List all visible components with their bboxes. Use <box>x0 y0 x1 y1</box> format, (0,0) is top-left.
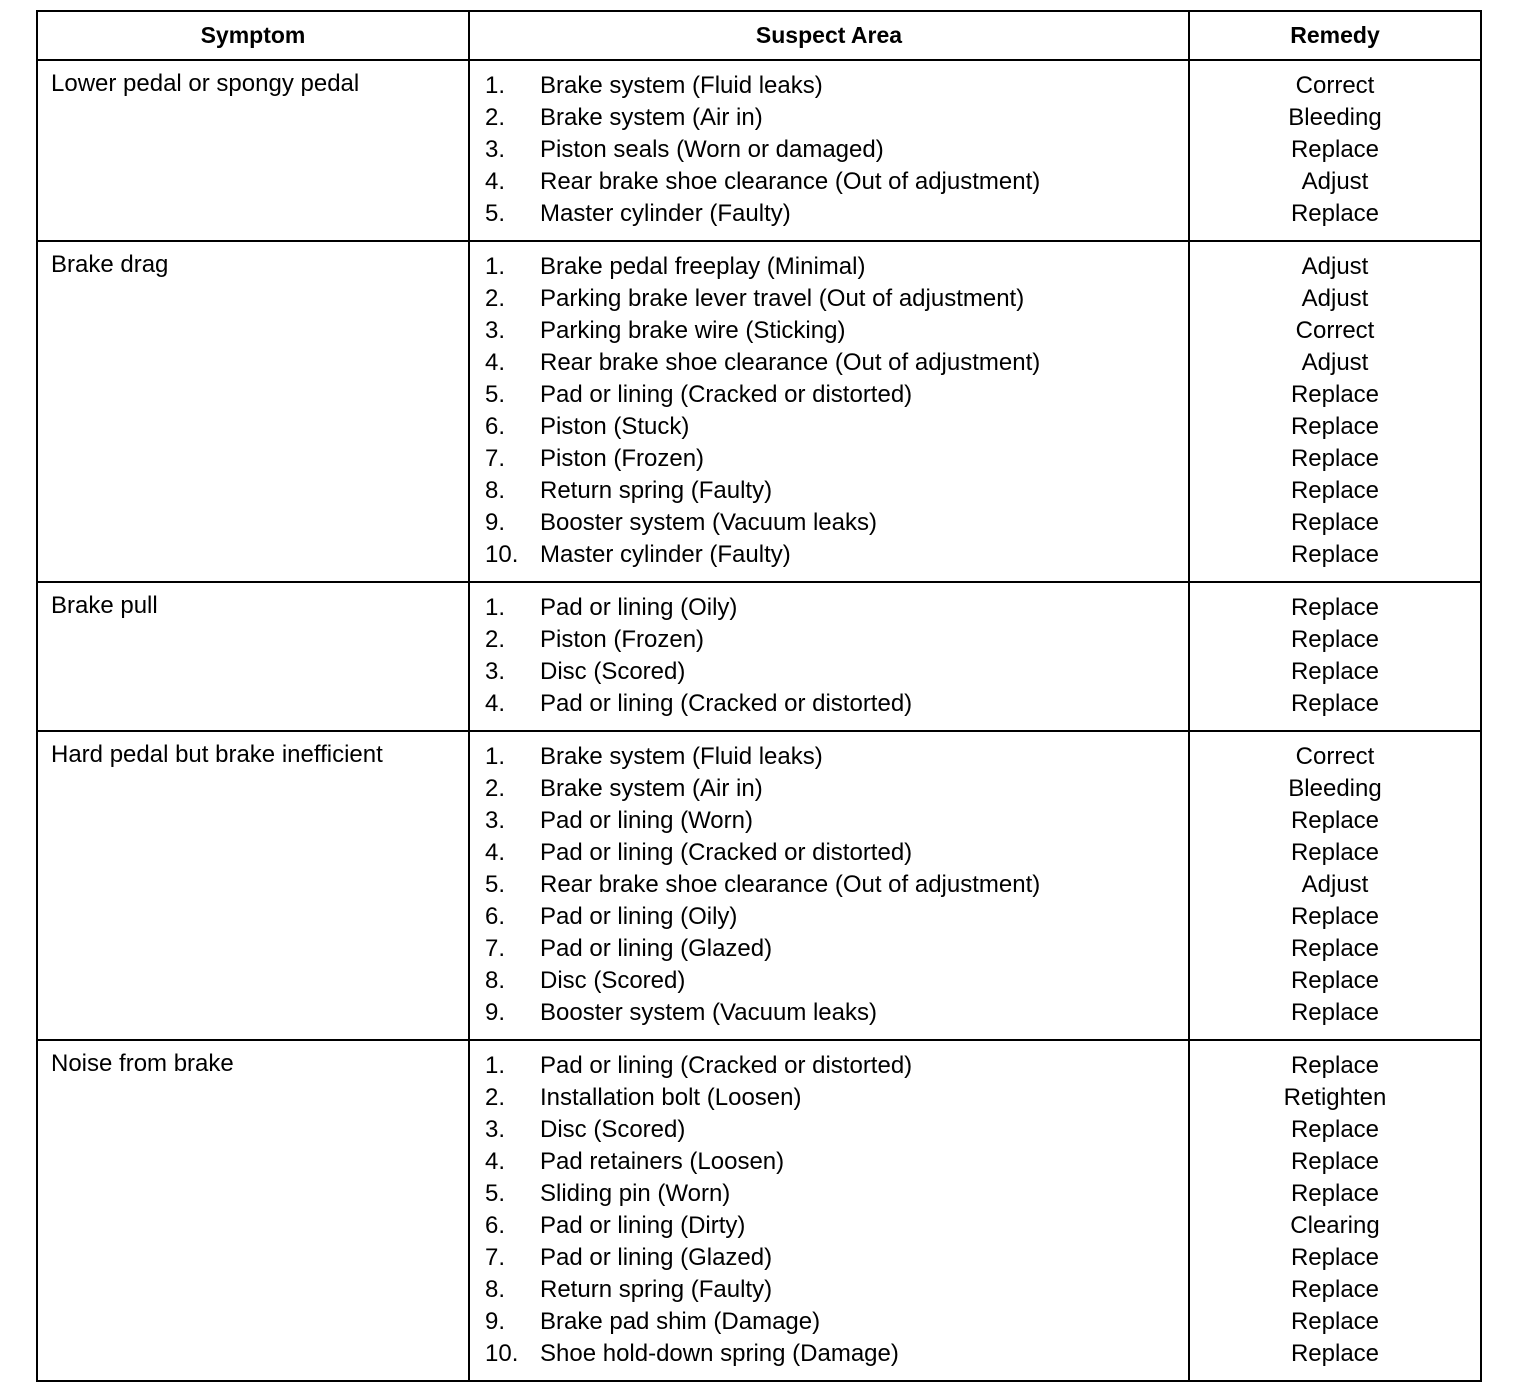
remedy-item: Replace <box>1290 903 1380 930</box>
remedy-cell <box>1189 731 1481 1040</box>
item-number: 2. <box>485 285 506 312</box>
item-number: 6. <box>485 903 506 930</box>
suspect-area-item <box>470 315 1188 347</box>
item-number: 8. <box>485 967 506 994</box>
item-number: 4. <box>485 168 506 195</box>
suspect-area-item <box>470 592 1188 624</box>
item-text: Rear brake shoe clearance (Out of adjustment) <box>540 349 1041 376</box>
remedy-item: Replace <box>1290 1308 1380 1335</box>
symptom-cell: Noise from brake <box>37 1040 469 1381</box>
remedy-item: Retighten <box>1283 1084 1387 1111</box>
item-text: Master cylinder (Faulty) <box>540 200 791 227</box>
item-number: 9. <box>485 1308 506 1335</box>
remedy-item: Replace <box>1290 200 1380 227</box>
item-text: Brake system (Air in) <box>540 775 763 802</box>
suspect-area-item <box>470 347 1188 379</box>
suspect-area-item <box>470 102 1188 134</box>
suspect-area-cell <box>469 1040 1189 1381</box>
item-text: Shoe hold-down spring (Damage) <box>540 1340 899 1367</box>
item-text: Disc (Scored) <box>540 658 686 685</box>
item-text: Installation bolt (Loosen) <box>540 1084 802 1111</box>
item-text: Brake pedal freeplay (Minimal) <box>540 253 866 280</box>
suspect-area-item <box>470 933 1188 965</box>
suspect-area-item <box>470 507 1188 539</box>
item-text: Brake system (Fluid leaks) <box>540 72 823 99</box>
item-number: 1. <box>485 1052 506 1079</box>
suspect-area-item <box>470 1274 1188 1306</box>
item-number: 7. <box>485 935 506 962</box>
suspect-area-item <box>470 965 1188 997</box>
item-text: Pad or lining (Oily) <box>540 903 738 930</box>
item-number: 5. <box>485 871 506 898</box>
remedy-item: Replace <box>1290 445 1380 472</box>
remedy-item: Replace <box>1290 1340 1380 1367</box>
item-text: Pad or lining (Glazed) <box>540 1244 773 1271</box>
remedy-item: Correct <box>1295 72 1375 99</box>
item-number: 1. <box>485 594 506 621</box>
item-number: 9. <box>485 999 506 1026</box>
item-text: Pad retainers (Loosen) <box>540 1148 785 1175</box>
item-text: Pad or lining (Worn) <box>540 807 753 834</box>
suspect-area-item <box>470 624 1188 656</box>
suspect-area-item <box>470 1338 1188 1370</box>
table-row <box>37 60 1481 241</box>
remedy-item: Correct <box>1295 317 1375 344</box>
item-number: 8. <box>485 1276 506 1303</box>
remedy-item: Replace <box>1290 807 1380 834</box>
item-text: Piston (Frozen) <box>540 445 705 472</box>
suspect-area-item <box>470 475 1188 507</box>
remedy-item: Replace <box>1290 541 1380 568</box>
remedy-cell <box>1189 241 1481 582</box>
item-text: Pad or lining (Glazed) <box>540 935 773 962</box>
item-number: 3. <box>485 807 506 834</box>
suspect-area-item <box>470 997 1188 1029</box>
item-text: Rear brake shoe clearance (Out of adjustment) <box>540 871 1041 898</box>
suspect-area-item <box>470 837 1188 869</box>
remedy-item: Replace <box>1290 477 1380 504</box>
suspect-area-cell <box>469 731 1189 1040</box>
item-text: Pad or lining (Cracked or distorted) <box>540 690 913 717</box>
item-number: 10. <box>485 541 519 568</box>
header-suspect-area: Suspect Area <box>469 11 1189 60</box>
remedy-cell <box>1189 60 1481 241</box>
table-row <box>37 582 1481 731</box>
suspect-area-item <box>470 1210 1188 1242</box>
remedy-item: Replace <box>1290 690 1380 717</box>
remedy-item: Replace <box>1290 839 1380 866</box>
remedy-item: Adjust <box>1301 253 1369 280</box>
item-text: Disc (Scored) <box>540 967 686 994</box>
suspect-area-item <box>470 283 1188 315</box>
remedy-item: Replace <box>1290 1244 1380 1271</box>
remedy-item: Replace <box>1290 1148 1380 1175</box>
item-number: 2. <box>485 104 506 131</box>
remedy-item: Adjust <box>1301 285 1369 312</box>
symptom-cell: Lower pedal or spongy pedal <box>37 60 469 241</box>
table-body <box>37 60 1481 1381</box>
item-number: 6. <box>485 413 506 440</box>
remedy-item: Replace <box>1290 658 1380 685</box>
suspect-area-item <box>470 411 1188 443</box>
table-row <box>37 241 1481 582</box>
symptom-cell: Hard pedal but brake inefficient <box>37 731 469 1040</box>
suspect-area-item <box>470 70 1188 102</box>
item-text: Rear brake shoe clearance (Out of adjustment) <box>540 168 1041 195</box>
suspect-area-cell <box>469 60 1189 241</box>
item-text: Booster system (Vacuum leaks) <box>540 999 877 1026</box>
remedy-item: Bleeding <box>1288 104 1382 131</box>
suspect-area-item <box>470 251 1188 283</box>
suspect-area-item <box>470 656 1188 688</box>
item-text: Piston (Stuck) <box>540 413 690 440</box>
item-number: 5. <box>485 381 506 408</box>
table-row <box>37 731 1481 1040</box>
item-number: 1. <box>485 72 506 99</box>
remedy-item: Replace <box>1290 1180 1380 1207</box>
item-text: Pad or lining (Cracked or distorted) <box>540 381 913 408</box>
suspect-area-item <box>470 1306 1188 1338</box>
suspect-area-cell <box>469 582 1189 731</box>
suspect-area-item <box>470 1178 1188 1210</box>
item-text: Booster system (Vacuum leaks) <box>540 509 877 536</box>
suspect-area-item <box>470 134 1188 166</box>
item-number: 2. <box>485 1084 506 1111</box>
item-text: Brake pad shim (Damage) <box>540 1308 821 1335</box>
remedy-item: Replace <box>1290 967 1380 994</box>
item-text: Parking brake wire (Sticking) <box>540 317 846 344</box>
table-row <box>37 1040 1481 1381</box>
suspect-area-item <box>470 443 1188 475</box>
suspect-area-item <box>470 869 1188 901</box>
remedy-item: Replace <box>1290 381 1380 408</box>
item-text: Piston (Frozen) <box>540 626 705 653</box>
item-text: Return spring (Faulty) <box>540 1276 773 1303</box>
item-text: Pad or lining (Oily) <box>540 594 738 621</box>
item-number: 3. <box>485 317 506 344</box>
item-text: Pad or lining (Cracked or distorted) <box>540 1052 913 1079</box>
remedy-item: Replace <box>1290 136 1380 163</box>
item-number: 9. <box>485 509 506 536</box>
item-number: 4. <box>485 1148 506 1175</box>
suspect-area-item <box>470 198 1188 230</box>
item-number: 5. <box>485 200 506 227</box>
item-number: 8. <box>485 477 506 504</box>
item-number: 2. <box>485 626 506 653</box>
remedy-item: Replace <box>1290 1052 1380 1079</box>
item-number: 5. <box>485 1180 506 1207</box>
header-row <box>37 11 1481 60</box>
item-text: Return spring (Faulty) <box>540 477 773 504</box>
suspect-area-item <box>470 773 1188 805</box>
remedy-cell <box>1189 1040 1481 1381</box>
suspect-area-item <box>470 1082 1188 1114</box>
suspect-area-item <box>470 1146 1188 1178</box>
suspect-area-item <box>470 1050 1188 1082</box>
item-number: 7. <box>485 1244 506 1271</box>
remedy-item: Clearing <box>1290 1212 1380 1239</box>
item-text: Master cylinder (Faulty) <box>540 541 791 568</box>
remedy-item: Replace <box>1290 626 1380 653</box>
remedy-item: Correct <box>1295 743 1375 770</box>
item-number: 4. <box>485 839 506 866</box>
item-text: Brake system (Fluid leaks) <box>540 743 823 770</box>
remedy-item: Bleeding <box>1288 775 1382 802</box>
item-number: 4. <box>485 349 506 376</box>
item-number: 3. <box>485 658 506 685</box>
remedy-item: Replace <box>1290 413 1380 440</box>
header-symptom: Symptom <box>37 11 469 60</box>
remedy-item: Replace <box>1290 935 1380 962</box>
remedy-item: Replace <box>1290 1276 1380 1303</box>
remedy-item: Replace <box>1290 999 1380 1026</box>
item-text: Pad or lining (Dirty) <box>540 1212 746 1239</box>
suspect-area-item <box>470 688 1188 720</box>
item-number: 10. <box>485 1340 519 1367</box>
suspect-area-item <box>470 1114 1188 1146</box>
suspect-area-item <box>470 166 1188 198</box>
symptom-cell: Brake drag <box>37 241 469 582</box>
item-number: 6. <box>485 1212 506 1239</box>
item-text: Brake system (Air in) <box>540 104 763 131</box>
item-text: Piston seals (Worn or damaged) <box>540 136 884 163</box>
remedy-item: Replace <box>1290 509 1380 536</box>
remedy-item: Adjust <box>1301 349 1369 376</box>
item-text: Disc (Scored) <box>540 1116 686 1143</box>
item-number: 4. <box>485 690 506 717</box>
item-number: 3. <box>485 136 506 163</box>
troubleshooting-table <box>36 10 1482 1382</box>
header-remedy: Remedy <box>1189 11 1481 60</box>
suspect-area-item <box>470 379 1188 411</box>
remedy-item: Adjust <box>1301 871 1369 898</box>
remedy-item: Adjust <box>1301 168 1369 195</box>
item-text: Pad or lining (Cracked or distorted) <box>540 839 913 866</box>
item-number: 1. <box>485 743 506 770</box>
item-text: Sliding pin (Worn) <box>540 1180 731 1207</box>
symptom-cell: Brake pull <box>37 582 469 731</box>
suspect-area-item <box>470 539 1188 571</box>
remedy-item: Replace <box>1290 1116 1380 1143</box>
item-number: 7. <box>485 445 506 472</box>
remedy-item: Replace <box>1290 594 1380 621</box>
suspect-area-cell <box>469 241 1189 582</box>
item-text: Parking brake lever travel (Out of adjustment) <box>540 285 1025 312</box>
suspect-area-item <box>470 901 1188 933</box>
remedy-cell <box>1189 582 1481 731</box>
item-number: 1. <box>485 253 506 280</box>
item-number: 2. <box>485 775 506 802</box>
suspect-area-item <box>470 1242 1188 1274</box>
suspect-area-item <box>470 805 1188 837</box>
suspect-area-item <box>470 741 1188 773</box>
item-number: 3. <box>485 1116 506 1143</box>
